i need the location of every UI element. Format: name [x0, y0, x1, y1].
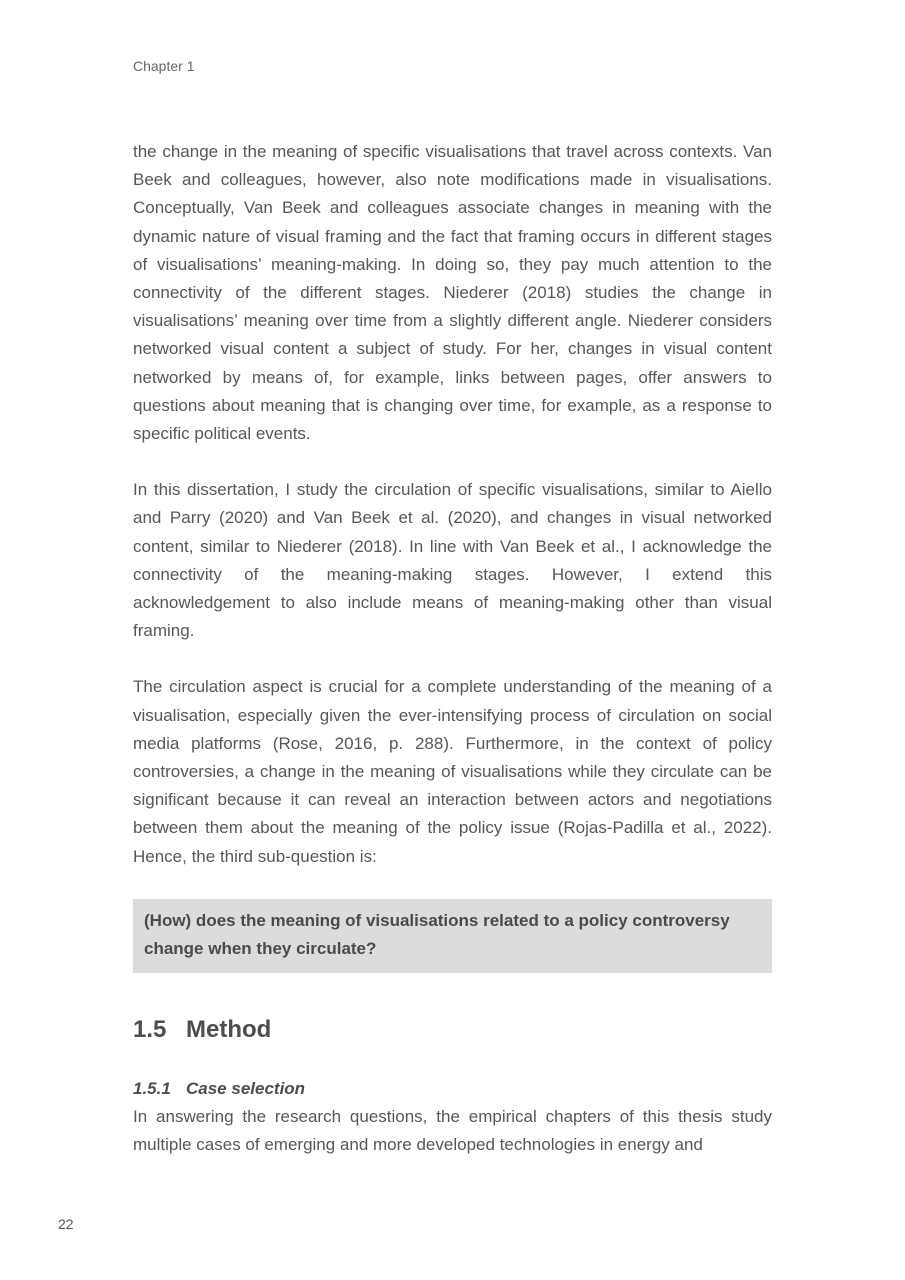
- section-title: Method: [186, 1015, 272, 1043]
- research-question-box: (How) does the meaning of visualisations related to a policy controversy change when they circulate?: [133, 899, 772, 973]
- subsection-number: 1.5.1: [133, 1078, 171, 1098]
- section-heading: [133, 1015, 772, 1045]
- body-paragraph: the change in the meaning of specific visualisations that travel across contexts. Van Beek and colleagues, however, also note modifications made in visualisations. Conceptually, Van Beek and colleagues associate changes in meaning with the dynamic nature of visual framing and the fact that framing occurs in different stages of visualisations’ meaning-making. In doing so, they pay much attention to the connectivity of the different stages. Niederer (2018) studies the change in visualisations’ meaning over time from a slightly different angle. Niederer considers networked visual content a subject of study. For her, changes in visual content networked by means of, for example, links between pages, offer answers to questions about meaning that is changing over time, for example, as a response to specific political events.: [133, 142, 772, 444]
- page-content: [133, 138, 772, 1187]
- body-paragraph: In this dissertation, I study the circulation of specific visualisations, similar to Aiello and Parry (2020) and Van Beek et al. (2020), and changes in visual networked content, similar to Niederer (2018). In line with Van Beek et al., I acknowledge the connectivity of the meaning-making stages. However, I extend this acknowledgement to also include means of meaning-making other than visual framing.: [133, 480, 772, 641]
- page-number: 22: [58, 1216, 74, 1232]
- running-head: Chapter 1: [133, 58, 195, 74]
- subsection-title: Case selection: [186, 1078, 306, 1098]
- subsection-heading: [133, 1075, 772, 1103]
- section-number: 1.5: [133, 1015, 167, 1043]
- body-paragraph: In answering the research questions, the empirical chapters of this thesis study multiple cases of emerging and more developed technologies in energy and: [133, 1106, 772, 1155]
- body-paragraph: The circulation aspect is crucial for a complete understanding of the meaning of a visualisation, especially given the ever-intensifying process of circulation on social media platforms (Rose, 2016, p. 288). Furthermore, in the context of policy controversies, a change in the meaning of visualisations while they circulate can be significant because it can reveal an interaction between actors and negotiations between them about the meaning of the policy issue (Rojas-Padilla et al., 2022). Hence, the third sub-question is:: [133, 677, 772, 866]
